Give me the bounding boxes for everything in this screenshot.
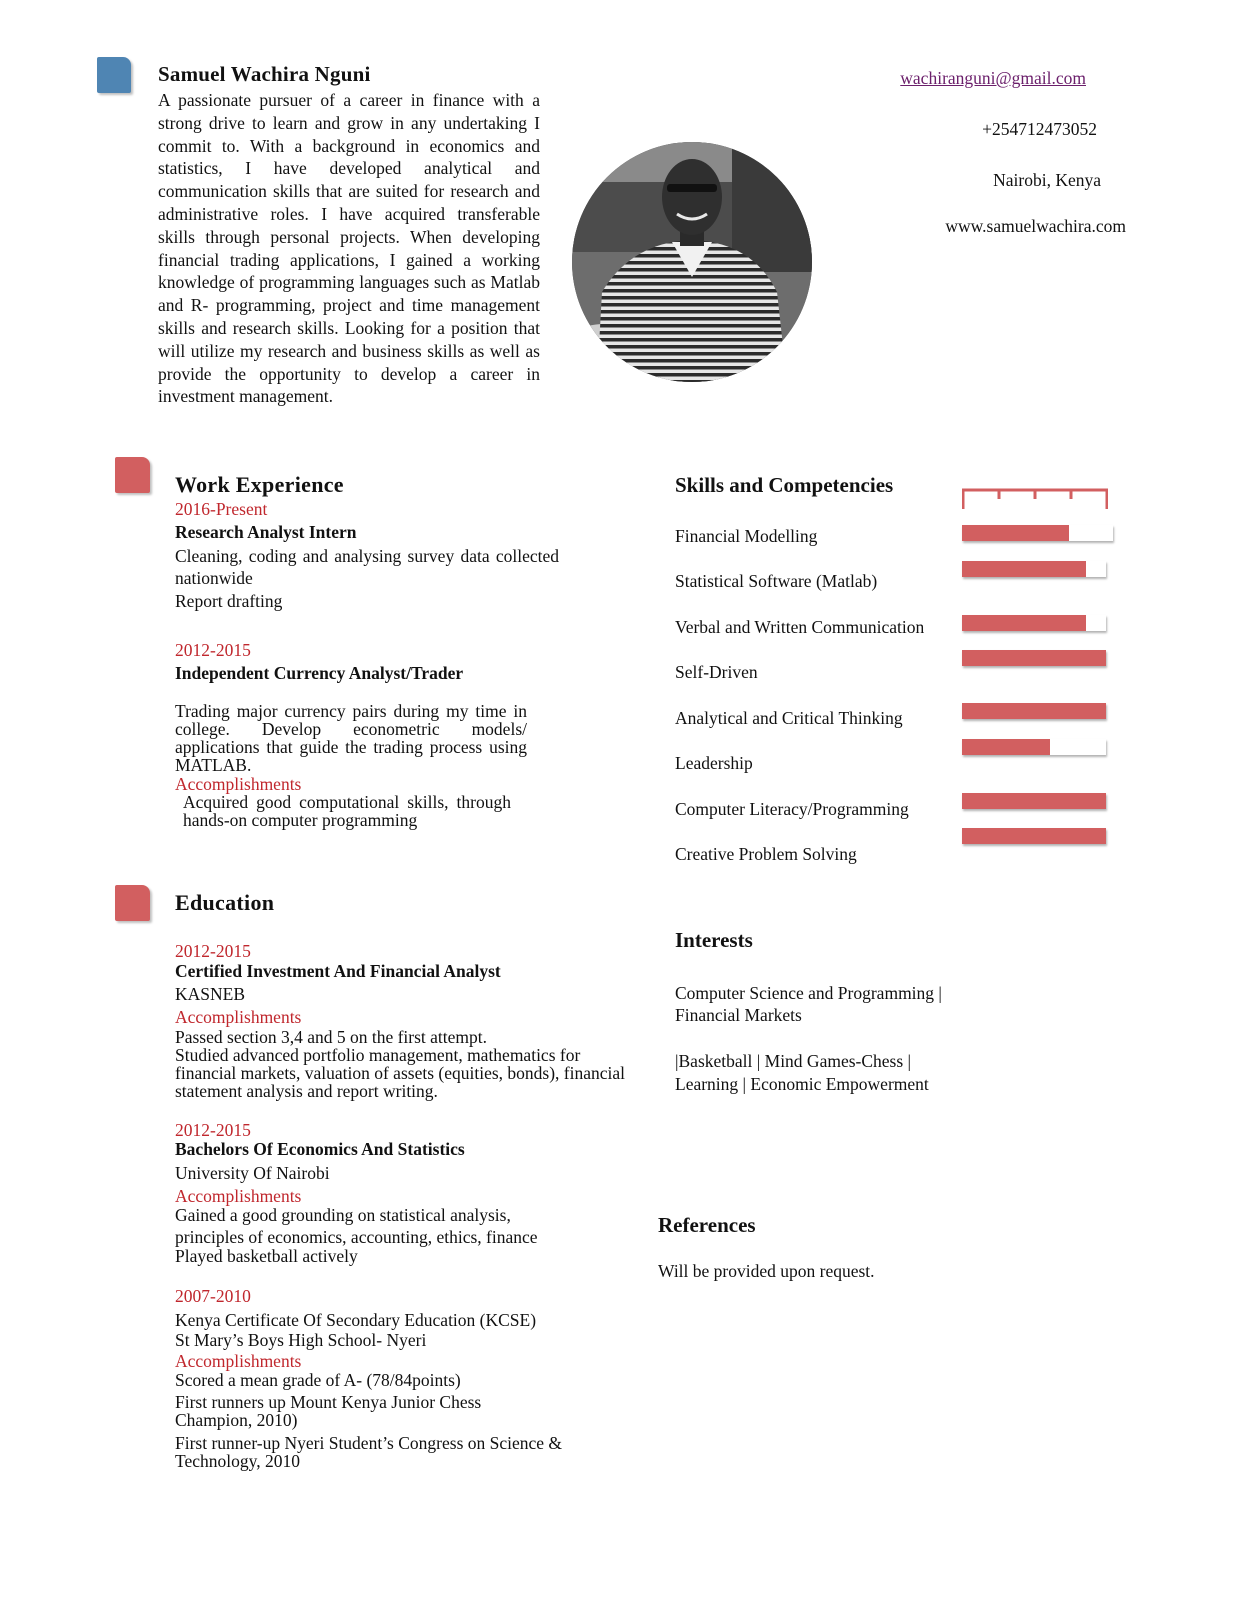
- interest-line: Computer Science and Programming |: [675, 983, 942, 1003]
- accomplishment-text: Gained a good grounding on statistical analysis,: [175, 1205, 511, 1225]
- profile-photo: [572, 142, 812, 382]
- skill-label: Financial Modelling: [675, 526, 818, 546]
- edu-degree: Certified Investment And Financial Analyst: [175, 961, 501, 981]
- skill-bar: [962, 793, 1106, 809]
- skill-bar: [962, 703, 1106, 719]
- skill-scale-ruler: [962, 488, 1108, 510]
- accomplishment-text: Passed section 3,4 and 5 on the first attempt.: [175, 1027, 488, 1047]
- skill-bar: [962, 828, 1106, 844]
- interest-line: |Basketball | Mind Games-Chess |: [675, 1051, 912, 1071]
- job-date: 2016-Present: [175, 499, 268, 519]
- skill-bar-fill: [962, 650, 1106, 666]
- website-link[interactable]: www.samuelwachira.com: [945, 216, 1126, 236]
- header-marker: [97, 57, 131, 93]
- location: Nairobi, Kenya: [993, 170, 1101, 190]
- accomplishment-text: Acquired good computational skills, through hands-on computer programming: [183, 792, 511, 830]
- email-link[interactable]: wachiranguni@gmail.com: [900, 68, 1086, 88]
- job-description: Trading major currency pairs during my time in college. Develop econometric models/ applications that guide the trading process using MATLAB.: [175, 701, 527, 775]
- skill-label: Computer Literacy/Programming: [675, 799, 909, 819]
- accomplishment-text: Scored a mean grade of A- (78/84points): [175, 1370, 461, 1390]
- job-role: Independent Currency Analyst/Trader: [175, 663, 464, 683]
- job-description: Cleaning, coding and analysing survey data collected nationwide: [175, 546, 559, 588]
- references-section-title: References: [658, 1213, 756, 1237]
- skill-bar: [962, 615, 1106, 631]
- accomplishment-text: principles of economics, accounting, ethics, finance: [175, 1227, 538, 1247]
- skill-label: Analytical and Critical Thinking: [675, 708, 903, 728]
- skill-label: Leadership: [675, 753, 753, 773]
- skill-bar-fill: [962, 828, 1106, 844]
- references-text: Will be provided upon request.: [658, 1261, 875, 1281]
- skill-bar-fill: [962, 793, 1106, 809]
- work-marker: [115, 457, 150, 493]
- job-description: Report drafting: [175, 591, 283, 611]
- interest-line: Learning | Economic Empowerment: [675, 1074, 929, 1094]
- accomplishment-text: Played basketball actively: [175, 1246, 358, 1266]
- job-date: 2012-2015: [175, 640, 251, 660]
- skill-label: Verbal and Written Communication: [675, 617, 925, 637]
- skill-bar-fill: [962, 739, 1050, 755]
- edu-degree: Bachelors Of Economics And Statistics: [175, 1139, 465, 1159]
- accomplishment-text: First runner-up Nyeri Student’s Congress on Science & Technology, 2010: [175, 1433, 563, 1471]
- work-section-title: Work Experience: [175, 472, 344, 497]
- skill-bar: [962, 650, 1106, 666]
- interests-section-title: Interests: [675, 928, 753, 952]
- education-marker: [115, 885, 150, 921]
- edu-date: 2012-2015: [175, 941, 251, 961]
- skill-label: Self-Driven: [675, 662, 758, 682]
- edu-school: University Of Nairobi: [175, 1163, 330, 1183]
- edu-date: 2012-2015: [175, 1120, 251, 1140]
- skill-bar: [962, 525, 1113, 541]
- accomplishment-text: First runners up Mount Kenya Junior Chess Champion, 2010): [175, 1392, 482, 1430]
- phone-number: +254712473052: [982, 119, 1097, 139]
- accomplishments-label: Accomplishments: [175, 1007, 302, 1027]
- skill-bar-fill: [962, 561, 1086, 577]
- skill-label: Creative Problem Solving: [675, 844, 857, 864]
- skill-bar-fill: [962, 525, 1069, 541]
- candidate-name: Samuel Wachira Nguni: [158, 62, 371, 86]
- accomplishments-label: Accomplishments: [175, 1351, 302, 1371]
- edu-degree: Kenya Certificate Of Secondary Education (KCSE): [175, 1310, 537, 1330]
- skills-section-title: Skills and Competencies: [675, 473, 894, 497]
- profile-summary: A passionate pursuer of a career in finance with a strong drive to learn and grow in any undertaking I commit to. With a background in economics and statistics, I have developed analytical and communication skills that are suited for research and administrative roles. I have acquired transferable skills through personal projects. When developing financial trading applications, I gained a working knowledge of programming languages such as Matlab and R- programming, project and time management skills and research skills. Looking for a position that will utilize my research and business skills as well as provide the opportunity to develop a career in investment management.: [158, 90, 540, 407]
- edu-school: KASNEB: [175, 984, 246, 1004]
- job-role: Research Analyst Intern: [175, 522, 357, 542]
- skill-bar-fill: [962, 615, 1086, 631]
- accomplishment-text: Studied advanced portfolio management, mathematics for financial markets, valuation of assets (equities, bonds), financial statement analysis and report writing.: [175, 1045, 626, 1101]
- interest-line: Financial Markets: [675, 1005, 802, 1025]
- skill-label: Statistical Software (Matlab): [675, 571, 878, 591]
- skill-bar: [962, 561, 1106, 577]
- skill-bar: [962, 739, 1106, 755]
- skill-bar-fill: [962, 703, 1106, 719]
- education-section-title: Education: [175, 890, 275, 915]
- edu-date: 2007-2010: [175, 1286, 251, 1306]
- accomplishments-label: Accomplishments: [175, 1186, 302, 1206]
- edu-school: St Mary’s Boys High School- Nyeri: [175, 1330, 427, 1350]
- accomplishments-label: Accomplishments: [175, 774, 302, 794]
